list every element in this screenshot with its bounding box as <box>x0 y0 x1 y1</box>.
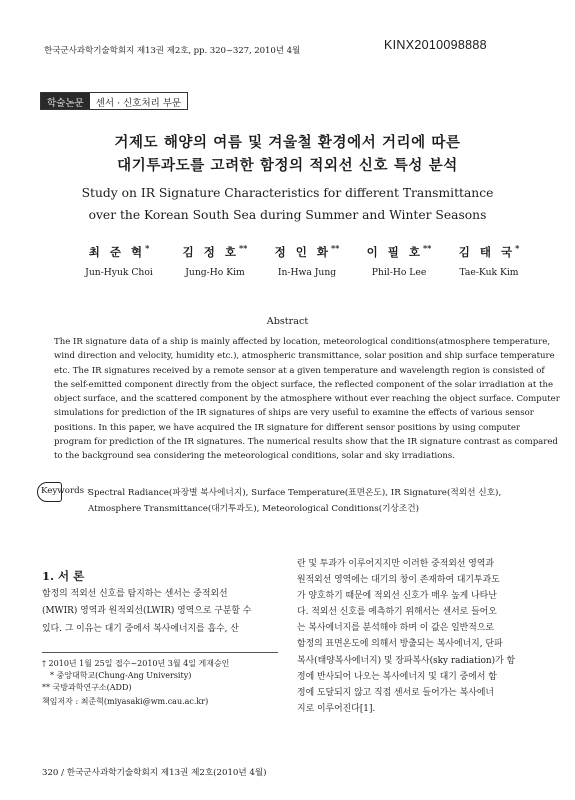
body-line: 란 및 투과가 이루어지지만 이러한 중적외선 영역과 <box>297 559 494 569</box>
body-line: (MWIR) 영역과 원적외선(LWIR) 영역으로 구분할 수 <box>42 606 252 617</box>
kinx-id: KINX2010098888 <box>384 38 487 52</box>
author-mark: ** <box>238 243 248 253</box>
body-line: 원적외선 영역에는 대기의 창이 존재하여 대기투과도 <box>297 575 500 586</box>
category-tag: 학술논문 <box>41 93 90 109</box>
body-line: 다. 적외선 신호를 예측하기 위해서는 센서로 들어오 <box>297 607 497 618</box>
keywords-label: Keywords : <box>41 486 90 496</box>
abstract-line: the self-emitted component directly from the object surface, the reflected component of the solar irradiation at the <box>54 379 554 390</box>
author-name-en: Tae-Kuk Kim <box>459 266 519 278</box>
abstract-line: to the background sea considering the meteorological conditions, solar and sky irradiations. <box>54 451 456 462</box>
footnote-received: † 2010년 1월 25일 접수~2010년 3월 4일 게재승인 <box>42 659 230 668</box>
title-ko-line2: 대기투과도를 고려한 함정의 적외선 신호 특성 분석 <box>117 157 458 174</box>
abstract-line: wind direction and velocity, humidity etc.), atmospheric transmittance, solar position and ship surface temperature <box>54 351 555 362</box>
footnote-divider <box>42 652 278 653</box>
author <box>262 243 352 278</box>
abstract-line: object surface, and the scattered component by the atmosphere without ever reaching the object surface. Computer <box>54 394 560 405</box>
body-line: 있다. 그 이유는 대기 중에서 복사에너지를 흡수, 산 <box>42 623 239 634</box>
body-line: 복사(태양복사에너지) 및 장파복사(sky radiation)가 함 <box>297 655 516 666</box>
author-mark: * <box>145 243 150 253</box>
category-subfield: 센서 · 신호처리 부문 <box>95 98 182 109</box>
footnote-affiliation-2: ** 국방과학연구소(ADD) <box>42 683 132 692</box>
abstract-line: The IR signature data of a ship is mainly affected by location, meteorological conditions(atmosphere temperature, <box>54 337 551 347</box>
author-name-en: In-Hwa Jung <box>277 266 337 278</box>
page-footer: 320 / 한국군사과학기술학회지 제13권 제2호(2010년 4월) <box>42 768 267 778</box>
author-name-ko: 김 정 호 <box>182 244 239 259</box>
footnote-corresponding: 책임저자 : 최준혁(miyasaki@wm.cau.ac.kr) <box>42 697 209 706</box>
title-ko-line1: 거제도 해양의 여름 및 겨울철 환경에서 거리에 따른 <box>114 134 461 151</box>
author-mark: ** <box>422 243 432 253</box>
author-name-ko: 이 필 호 <box>366 244 423 259</box>
author-name-en: Phil-Ho Lee <box>371 266 427 278</box>
body-line: 정에 반사되어 나오는 복사에너지 및 대기 중에서 함 <box>297 671 497 682</box>
body-line: 는 복사에너지를 분석해야 하며 이 값은 일반적으로 <box>297 623 494 634</box>
category-badge <box>40 92 188 110</box>
body-line: 지로 이루어진다[1]. <box>297 703 376 714</box>
author <box>354 243 444 278</box>
keywords-line1: Spectral Radiance(파장별 복사에너지), Surface Temperature(표면온도), IR Signature(적외선 신호), <box>88 488 502 498</box>
body-line: 가 양호하기 때문에 적외선 신호가 매우 높게 나타난 <box>297 591 497 602</box>
title-en-line2: over the Korean South Sea during Summer and Winter Seasons <box>88 208 487 222</box>
author-name-en: Jun-Hyuk Choi <box>85 266 153 278</box>
abstract-line: simulations for prediction of the IR signatures of ships are very useful to examine the effects of various sensor <box>54 408 534 419</box>
author-name-ko: 정 인 화 <box>274 244 331 259</box>
abstract-heading: Abstract <box>266 316 309 327</box>
abstract-line: positions. In this paper, we have acquired the IR signature for different sensor positions by using computer <box>54 422 520 433</box>
author <box>170 243 260 278</box>
author-mark: * <box>515 243 520 253</box>
intro-column-left <box>42 586 279 638</box>
intro-column-right <box>297 556 535 717</box>
author <box>444 243 534 278</box>
abstract-line: program for prediction of the IR signatures. The numerical results show that the IR signature contrast as compared <box>54 437 558 448</box>
footnote-affiliation-1: * 중앙대학교(Chung-Ang University) <box>50 671 192 680</box>
author-name-ko: 최 준 혁 <box>88 244 146 259</box>
author <box>74 243 164 278</box>
body-line: 함정의 표면온도에 의해서 방출되는 복사에너지, 단파 <box>297 639 503 650</box>
keywords-line2: Atmosphere Transmittance(대기투과도), Meteorological Conditions(기상조건) <box>88 504 420 514</box>
abstract-line: etc. The IR signatures received by a remote sensor at a given temperature and wavelength region is consisted of <box>54 365 545 376</box>
author-name-ko: 김 태 국 <box>458 244 516 259</box>
title-en-line1: Study on IR Signature Characteristics for different Transmittance <box>81 186 494 200</box>
body-line: 함정의 적외선 신호를 탐지하는 센서는 중적외선 <box>42 589 228 599</box>
author-name-en: Jung-Ho Kim <box>185 266 245 278</box>
abstract-body <box>54 335 560 464</box>
author-mark: ** <box>330 243 340 253</box>
body-line: 정에 도달되지 않고 직접 센서로 들어가는 복사에너 <box>297 687 494 698</box>
section-heading: 1. 서 론 <box>42 569 85 583</box>
journal-header: 한국군사과학기술학회지 제13권 제2호, pp. 320~327, 2010년 4월 <box>44 46 301 56</box>
